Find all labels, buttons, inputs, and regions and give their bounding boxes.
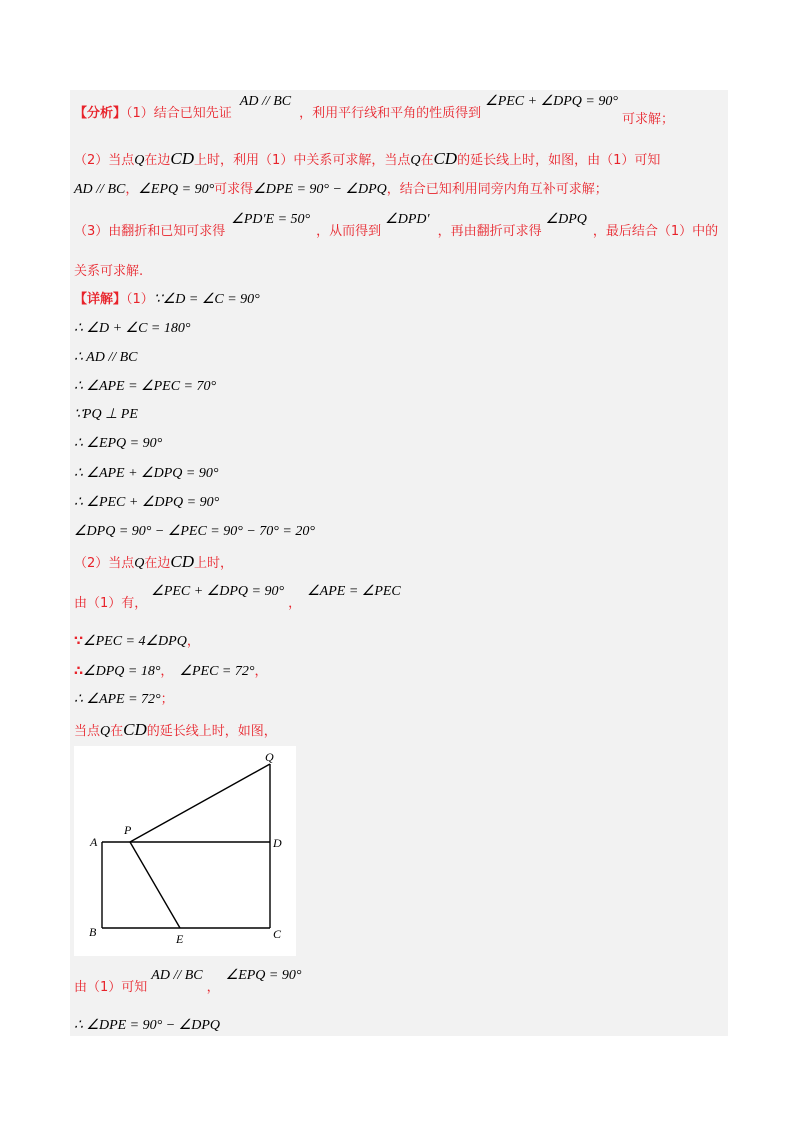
geometry-figure	[74, 746, 296, 956]
detail-line-10: （2）当点Q在边CD上时，	[74, 552, 234, 571]
detail-line-12: ∵∠PEC = 4∠DPQ，	[74, 634, 200, 649]
analysis-tag: 【分析】	[74, 106, 127, 121]
label-e: E	[176, 932, 184, 946]
analysis-line-1: 【分析】（1）结合已知先证AD // BC，利用平行线和平角的性质得到∠PEC + ∠DPQ = 90°可求解；	[74, 94, 674, 127]
detail-line-7: ∴ ∠APE + ∠DPQ = 90°	[74, 466, 219, 481]
analysis-line-5: 关系可求解.	[74, 264, 144, 279]
detail-line-2: ∴ ∠D + ∠C = 180°	[74, 321, 191, 336]
label-a: A	[90, 835, 98, 849]
detail-tag: 【详解】	[74, 292, 127, 307]
label-b: B	[89, 925, 97, 939]
detail-line-1: 【详解】（1）∵∠D = ∠C = 90°	[74, 292, 260, 307]
detail-line-14: ∴ ∠APE = 72°；	[74, 692, 174, 707]
segment-pq	[130, 764, 270, 842]
formula-ad-parallel-bc: AD // BC	[239, 94, 292, 109]
detail-line-5: ∵PQ ⊥ PE	[74, 407, 138, 422]
detail-line-13: ∴∠DPQ = 18°， ∠PEC = 72°，	[74, 664, 268, 679]
detail-line-4: ∴ ∠APE = ∠PEC = 70°	[74, 379, 217, 394]
label-p: P	[124, 823, 132, 837]
detail-line-3: ∴ AD // BC	[74, 350, 138, 365]
label-d: D	[273, 836, 282, 850]
segment-pe	[130, 842, 180, 928]
detail-line-11: 由（1）有，∠PEC + ∠DPQ = 90°，∠APE = ∠PEC	[74, 584, 401, 611]
detail-line-15: 当点Q在CD的延长线上时，如图，	[74, 720, 277, 739]
detail-line-17: ∴ ∠DPE = 90° − ∠DPQ	[74, 1018, 220, 1033]
detail-line-8: ∴ ∠PEC + ∠DPQ = 90°	[74, 495, 220, 510]
detail-line-9: ∠DPQ = 90° − ∠PEC = 90° − 70° = 20°	[74, 524, 315, 539]
formula-pec-dpq: ∠PEC + ∠DPQ = 90°	[485, 94, 618, 109]
analysis-line-4: （3）由翻折和已知可求得∠PD′E = 50°，从而得到∠DPD′，再由翻折可求得∠DPQ，最后结合（1）中的	[74, 212, 719, 239]
detail-line-6: ∴ ∠EPQ = 90°	[74, 436, 163, 451]
analysis-line-2: （2）当点Q在边CD上时，利用（1）中关系可求解，当点Q在CD的延长线上时，如图，由（1）可知	[74, 149, 661, 168]
label-c: C	[273, 927, 282, 941]
analysis-line-3: AD // BC，∠EPQ = 90°可求得∠DPE = 90° − ∠DPQ，结合已知利用同旁内角互补可求解；	[74, 182, 608, 197]
detail-line-16: 由（1）可知AD // BC，∠EPQ = 90°	[74, 968, 302, 995]
label-q: Q	[265, 750, 274, 764]
